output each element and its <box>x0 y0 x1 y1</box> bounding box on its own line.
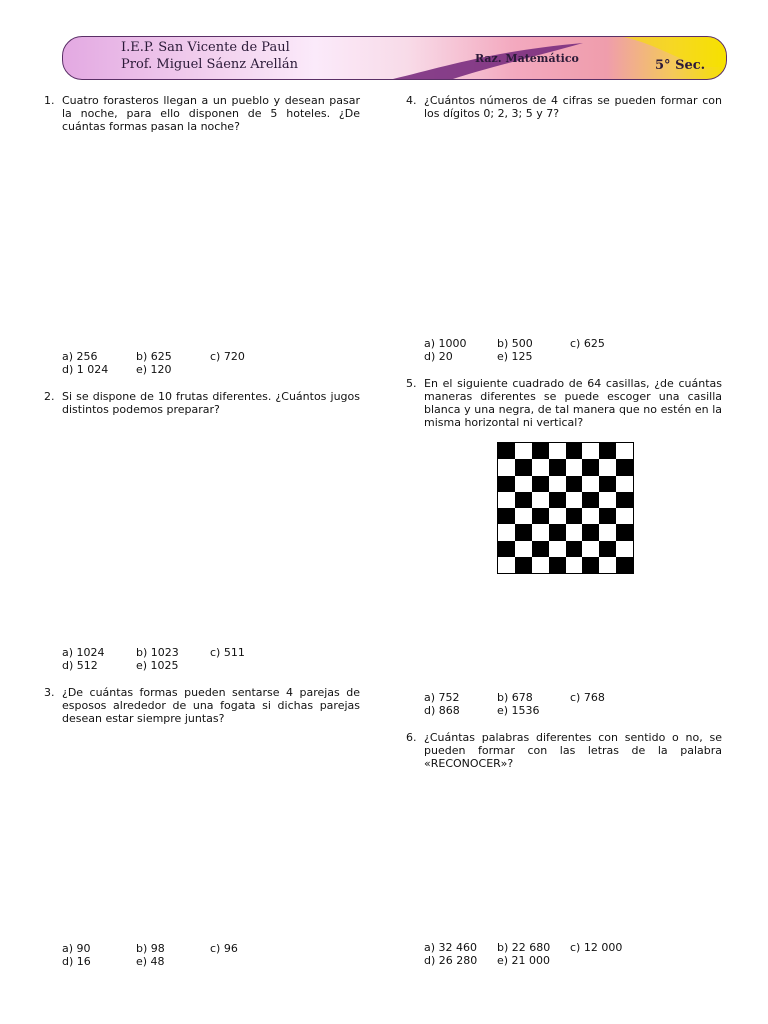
option-c: c) 96 <box>210 942 238 955</box>
black-square <box>532 541 549 557</box>
white-square <box>532 557 549 573</box>
white-square <box>599 492 616 508</box>
white-square <box>616 443 633 459</box>
black-square <box>616 459 633 475</box>
option-b: b) 1023 <box>136 646 179 659</box>
white-square <box>566 492 583 508</box>
white-square <box>515 476 532 492</box>
problem-number: 4. <box>406 94 417 107</box>
problem-number: 1. <box>44 94 55 107</box>
black-square <box>616 557 633 573</box>
white-square <box>566 557 583 573</box>
problem-statement: Si se dispone de 10 frutas diferentes. ¿Cuántos jugos distintos podemos preparar? <box>62 390 360 416</box>
school-name: I.E.P. San Vicente de Paul <box>121 40 290 55</box>
black-square <box>582 557 599 573</box>
problem-1-options <box>62 350 362 378</box>
option-e: e) 48 <box>136 955 165 968</box>
problem-5-options <box>424 691 724 719</box>
black-square <box>566 476 583 492</box>
black-square <box>599 476 616 492</box>
white-square <box>566 459 583 475</box>
option-a: a) 90 <box>62 942 91 955</box>
option-b: b) 22 680 <box>497 941 551 954</box>
problem-number: 6. <box>406 731 417 744</box>
problem-statement: Cuatro forasteros llegan a un pueblo y desean pasar la noche, para ello disponen de 5 hoteles. ¿De cuántas formas pasan la noche? <box>62 94 360 133</box>
option-b: b) 678 <box>497 691 533 704</box>
white-square <box>498 459 515 475</box>
white-square <box>616 508 633 524</box>
white-square <box>549 476 566 492</box>
problem-3-options <box>62 942 362 970</box>
course-name: Raz. Matemático <box>475 52 579 65</box>
black-square <box>498 508 515 524</box>
option-e: e) 1025 <box>136 659 179 672</box>
black-square <box>599 508 616 524</box>
black-square <box>498 476 515 492</box>
black-square <box>616 524 633 540</box>
option-e: e) 125 <box>497 350 533 363</box>
white-square <box>515 508 532 524</box>
black-square <box>599 541 616 557</box>
white-square <box>599 557 616 573</box>
option-d: d) 868 <box>424 704 460 717</box>
option-c: c) 768 <box>570 691 605 704</box>
black-square <box>515 492 532 508</box>
white-square <box>566 524 583 540</box>
black-square <box>532 508 549 524</box>
white-square <box>515 443 532 459</box>
white-square <box>549 541 566 557</box>
black-square <box>549 459 566 475</box>
problem-statement: En el siguiente cuadrado de 64 casillas, ¿de cuántas maneras diferentes se puede escoger una casilla blanca y una negra, de tal manera que no estén en la misma horizontal ni vertical? <box>424 377 722 429</box>
option-a: a) 752 <box>424 691 460 704</box>
black-square <box>582 524 599 540</box>
problem-number: 2. <box>44 390 55 403</box>
white-square <box>599 459 616 475</box>
black-square <box>582 492 599 508</box>
option-d: d) 20 <box>424 350 453 363</box>
problem-6-options <box>424 941 724 969</box>
option-d: d) 512 <box>62 659 98 672</box>
white-square <box>549 508 566 524</box>
white-square <box>582 508 599 524</box>
black-square <box>515 557 532 573</box>
white-square <box>616 541 633 557</box>
black-square <box>498 443 515 459</box>
black-square <box>566 508 583 524</box>
black-square <box>566 443 583 459</box>
option-e: e) 120 <box>136 363 172 376</box>
white-square <box>515 541 532 557</box>
black-square <box>532 476 549 492</box>
white-square <box>498 557 515 573</box>
problem-number: 3. <box>44 686 55 699</box>
black-square <box>582 459 599 475</box>
problem-statement: ¿Cuántas palabras diferentes con sentido o no, se pueden formar con las letras de la palabra «RECONOCER»? <box>424 731 722 770</box>
problem-statement: ¿De cuántas formas pueden sentarse 4 parejas de esposos alrededor de una fogata si dichas parejas desean estar siempre juntas? <box>62 686 360 725</box>
black-square <box>549 524 566 540</box>
black-square <box>515 459 532 475</box>
black-square <box>498 541 515 557</box>
option-a: a) 1024 <box>62 646 105 659</box>
problem-statement: ¿Cuántos números de 4 cifras se pueden formar con los dígitos 0; 2, 3; 5 y 7? <box>424 94 722 120</box>
option-c: c) 720 <box>210 350 245 363</box>
option-c: c) 12 000 <box>570 941 623 954</box>
option-e: e) 1536 <box>497 704 540 717</box>
black-square <box>566 541 583 557</box>
white-square <box>599 524 616 540</box>
problem-number: 5. <box>406 377 417 390</box>
white-square <box>532 492 549 508</box>
header-banner <box>62 36 727 80</box>
option-a: a) 256 <box>62 350 98 363</box>
grade-level: 5° Sec. <box>655 58 706 73</box>
option-b: b) 98 <box>136 942 165 955</box>
white-square <box>582 443 599 459</box>
white-square <box>532 524 549 540</box>
black-square <box>599 443 616 459</box>
option-d: d) 1 024 <box>62 363 109 376</box>
white-square <box>549 443 566 459</box>
option-c: c) 625 <box>570 337 605 350</box>
professor-name: Prof. Miguel Sáenz Arellán <box>121 57 298 72</box>
white-square <box>498 524 515 540</box>
black-square <box>515 524 532 540</box>
option-c: c) 511 <box>210 646 245 659</box>
option-d: d) 16 <box>62 955 91 968</box>
option-b: b) 625 <box>136 350 172 363</box>
chessboard-64 <box>497 442 634 574</box>
white-square <box>582 541 599 557</box>
option-a: a) 32 460 <box>424 941 478 954</box>
problem-4-options <box>424 337 724 365</box>
option-d: d) 26 280 <box>424 954 478 967</box>
option-e: e) 21 000 <box>497 954 551 967</box>
black-square <box>616 492 633 508</box>
white-square <box>616 476 633 492</box>
white-square <box>582 476 599 492</box>
black-square <box>549 492 566 508</box>
white-square <box>498 492 515 508</box>
white-square <box>532 459 549 475</box>
option-a: a) 1000 <box>424 337 467 350</box>
problem-2-options <box>62 646 362 674</box>
option-b: b) 500 <box>497 337 533 350</box>
black-square <box>532 443 549 459</box>
black-square <box>549 557 566 573</box>
